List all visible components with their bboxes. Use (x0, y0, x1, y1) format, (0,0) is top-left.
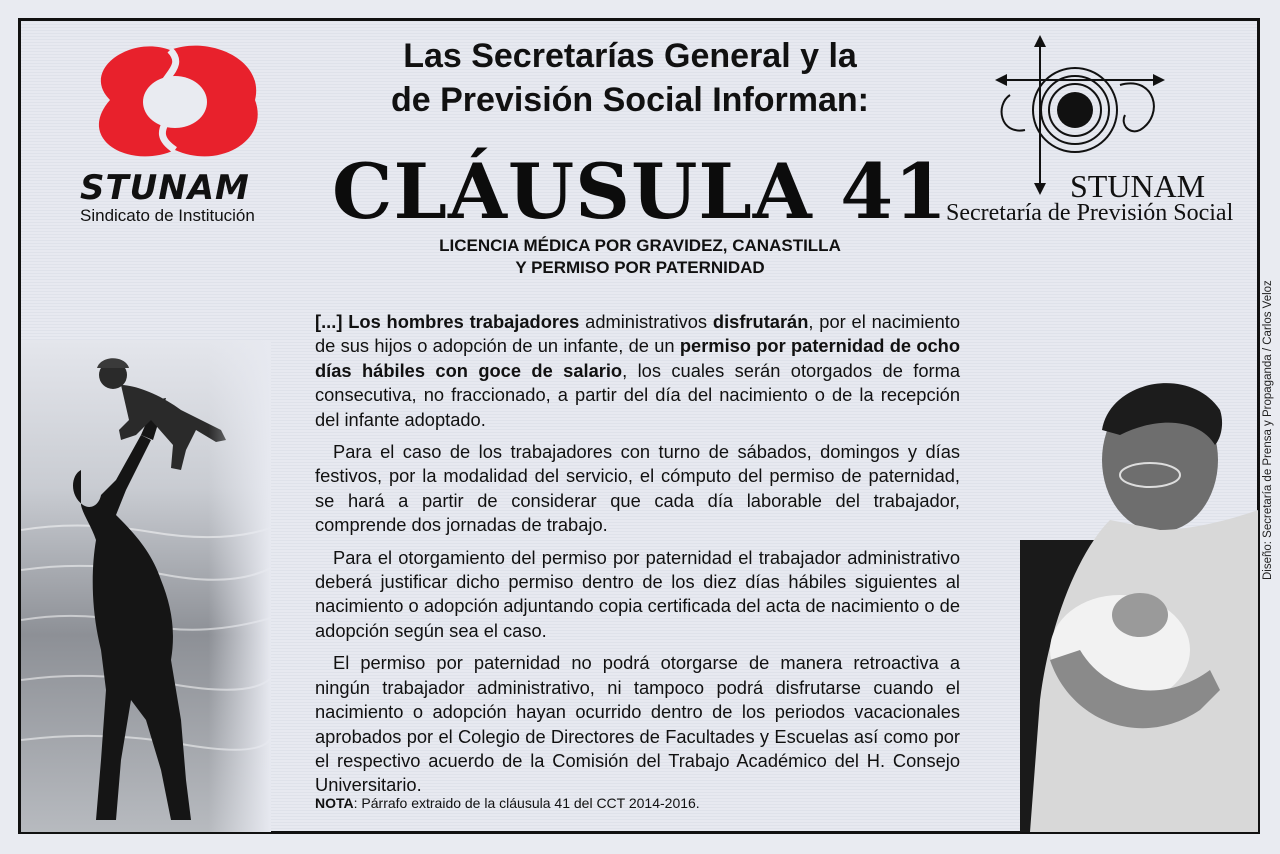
p1-text-1: administrativos (579, 311, 713, 332)
p1-text-2: , por el nacimiento de sus hijos o adopción de un infante, de un (315, 311, 961, 357)
p1-bold-1: [...] Los hombres trabajadores (315, 311, 580, 332)
footnote-text: : Párrafo extraido de la cláusula 41 del CCT 2014-2016. (353, 795, 700, 811)
paragraph-1 (315, 310, 960, 432)
footnote (315, 795, 700, 811)
stunam-right-tagline: Secretaría de Previsión Social (946, 200, 1234, 226)
paragraph-2: Para el caso de los trabajadores con turno de sábados, domingos y días festivos, por la modalidad del servicio, el cómputo del permiso de paternidad, se hará a partir de considerar que cada día laborable del trabajador, comprende dos jornadas de trabajo. (315, 441, 960, 536)
clause-title: CLÁUSULA 41 (332, 147, 948, 236)
heading-line-2: de Previsión Social Informan: (390, 81, 869, 119)
stunam-right-name: STUNAM (1070, 168, 1206, 204)
p1-text-3: , los cuales serán otorgados de forma consecutiva, no fraccionado, a partir del día del nacimiento o de la recepción del infante adoptado. (315, 359, 961, 430)
footnote-label: NOTA (315, 795, 354, 811)
p1-bold-2: disfrutarán (712, 311, 809, 332)
heading-line-1: Las Secretarías General y la (403, 37, 857, 75)
father-holding-newborn-photo (1020, 360, 1258, 832)
clause-body (315, 310, 960, 806)
subtitle-line-1: LICENCIA MÉDICA POR GRAVIDEZ, CANASTILLA (439, 236, 841, 255)
clause-subtitle (340, 235, 940, 279)
subtitle-line-2: Y PERMISO POR PATERNIDAD (515, 258, 765, 277)
father-lifting-baby-photo (21, 340, 271, 832)
stunam-left-name: STUNAM (80, 168, 250, 208)
stunam-left-tagline: Sindicato de Institución (80, 206, 255, 225)
paragraph-4: El permiso por paternidad no podrá otorgarse de manera retroactiva a ningún trabajador administrativo, ni tampoco podrá disfrutarse cuando el nacimiento o adopción hayan ocurrido dentro de los periodos vacacionales aprobados por el Colegio de Directores de Facultades y Escuelas así como por el respectivo acuerdo de la Comisión del Trabajo Académico del H. Consejo Universitario. (315, 652, 960, 796)
announcement-heading (300, 34, 960, 122)
paragraph-3: Para el otorgamiento del permiso por paternidad el trabajador administrativo deberá justificar dicho permiso dentro de los diez días hábiles siguientes al nacimiento o adopción adjuntando copia certificada del acta de nacimiento o de adopción según sea el caso. (315, 546, 960, 641)
p1-bold-3: permiso por paternidad de ocho días hábiles con goce de salario (315, 335, 960, 381)
design-credit-text: Diseño: Secretaría de Prensa y Propaganda / Carlos Veloz (1262, 280, 1274, 580)
